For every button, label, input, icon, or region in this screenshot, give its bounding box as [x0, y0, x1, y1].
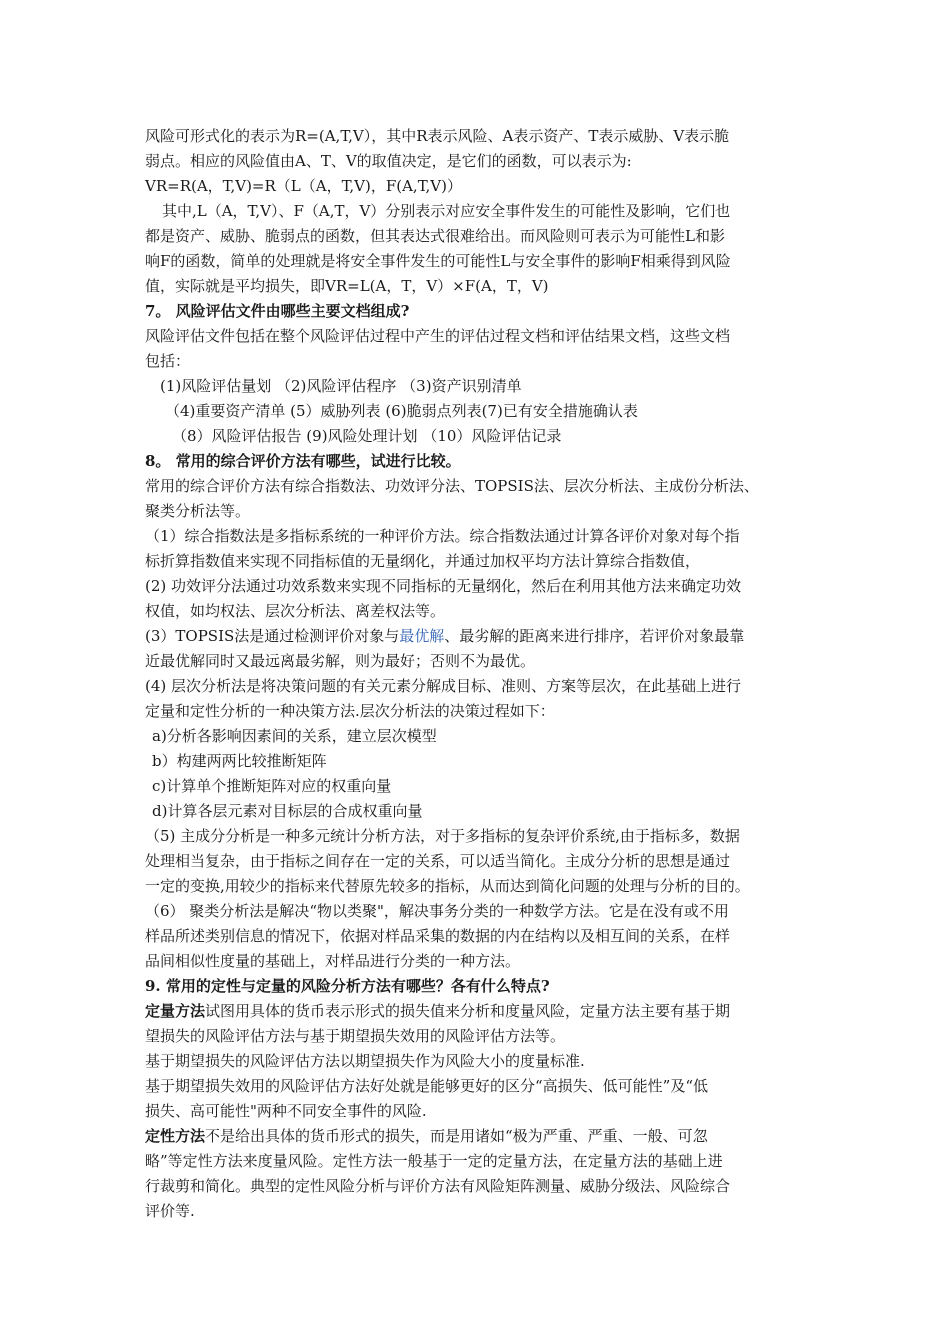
- text-line: 值，实际就是平均损失，即VR=L(A，T，V）×F(A，T，V): [145, 277, 549, 295]
- text-line: 望损失的风险评估方法与基于期望损失效用的风险评估方法等。: [145, 1027, 566, 1045]
- text-line: 响F的函数，简单的处理就是将安全事件发生的可能性L与安全事件的影响F相乘得到风险: [145, 252, 731, 270]
- term-label: 定量方法: [145, 1002, 206, 1020]
- text-line: 样品所述类别信息的情况下，依据对样品采集的数据的内在结构以及相互间的关系，在样: [145, 927, 731, 945]
- list-line: d)计算各层元素对目标层的合成权重向量: [152, 802, 423, 820]
- text-line: (2) 功效评分法通过功效系数来实现不同指标的无量纲化，然后在利用其他方法来确定功效: [145, 577, 742, 595]
- text-line: 风险可形式化的表示为R=(A,T,V），其中R表示风险、A表示资产、T表示威胁、V表示脆: [145, 127, 730, 145]
- text-line: 基于期望损失的风险评估方法以期望损失作为风险大小的度量标准.: [145, 1052, 585, 1070]
- text-line: 权值，如均权法、层次分析法、离差权法等。: [145, 602, 446, 620]
- text-line: （1）综合指数法是多指标系统的一种评价方法。综合指数法通过计算各评价对象对每个指: [145, 527, 740, 545]
- text-line: 行裁剪和简化。典型的定性风险分析与评价方法有风险矩阵测量、威胁分级法、风险综合: [145, 1177, 731, 1195]
- question-heading: 8。 常用的综合评价方法有哪些，试进行比较。: [145, 452, 461, 470]
- text-line: 损失、高可能性"两种不同安全事件的风险.: [145, 1102, 427, 1120]
- text-line: 评价等.: [145, 1202, 195, 1220]
- text-line: 其中,L（A，T,V）、F（A,T，V）分别表示对应安全事件发生的可能性及影响，它们也: [162, 202, 731, 220]
- text-line: 常用的综合评价方法有综合指数法、功效评分法、TOPSIS法、层次分析法、主成份分析法、: [145, 477, 759, 495]
- text-line: [145, 1001, 730, 1021]
- question-heading: 9. 常用的定性与定量的风险分析方法有哪些？各有什么特点?: [145, 977, 550, 995]
- text-line: 基于期望损失效用的风险评估方法好处就是能够更好的区分“高损失、低可能性”及“低: [145, 1077, 709, 1095]
- best-solution-link[interactable]: 最优解: [399, 627, 445, 645]
- text-line: 风险评估文件包括在整个风险评估过程中产生的评估过程文档和评估结果文档，这些文档: [145, 327, 731, 345]
- question-heading: 7。 风险评估文件由哪些主要文档组成?: [145, 302, 410, 320]
- list-line: （4)重要资产清单 (5）威胁列表 (6)脆弱点列表(7)已有安全措施确认表: [165, 402, 638, 420]
- text-line: 处理相当复杂，由于指标之间存在一定的关系，可以适当简化。主成分分析的思想是通过: [145, 852, 731, 870]
- text-line: 一定的变换,用较少的指标来代替原先较多的指标，从而达到简化问题的处理与分析的目的。: [145, 877, 750, 895]
- list-line: b）构建两两比较推断矩阵: [152, 752, 327, 770]
- formula-line: VR=R(A，T,V)=R（L（A，T,V)，F(A,T,V)）: [145, 177, 462, 195]
- text-line: 都是资产、威胁、脆弱点的函数，但其表达式很难给出。而风险则可表示为可能性L和影: [145, 227, 725, 245]
- text-line: 近最优解同时又最远离最劣解，则为最好；否则不为最优。: [145, 652, 536, 670]
- list-line: (1)风险评估量划 （2)风险评估程序 （3)资产识别清单: [160, 377, 522, 395]
- text-line: 略”等定性方法来度量风险。定性方法一般基于一定的定量方法，在定量方法的基础上进: [145, 1152, 723, 1170]
- list-line: c)计算单个推断矩阵对应的权重向量: [152, 777, 392, 795]
- text-line: （6） 聚类分析法是解决“物以类聚"，解决事务分类的一种数学方法。它是在没有或不用: [145, 902, 729, 920]
- text-line: 标折算指数值来实现不同指标值的无量纲化，并通过加权平均方法计算综合指数值，: [145, 552, 701, 570]
- text-segment: 试图用具体的货币表示形式的损失值来分析和度量风险，定量方法主要有基于期: [205, 1002, 731, 1020]
- text-line: 定量和定性分析的一种决策方法.层次分析法的决策过程如下：: [145, 702, 555, 720]
- text-line: [145, 626, 744, 646]
- text-line: [145, 1126, 708, 1146]
- text-line: (4) 层次分析法是将决策问题的有关元素分解成目标、准则、方案等层次，在此基础上进行: [145, 677, 742, 695]
- text-line: （5) 主成分分析是一种多元统计分析方法，对于多指标的复杂评价系统,由于指标多，数据: [145, 827, 740, 845]
- text-line: 包括：: [145, 352, 191, 370]
- text-line: 聚类分析法等。: [145, 502, 251, 520]
- text-line: 品间相似性度量的基础上，对样品进行分类的一种方法。: [145, 952, 521, 970]
- text-segment: (3）TOPSIS法是通过检测评价对象与: [145, 627, 400, 645]
- list-line: （8）风险评估报告 (9)风险处理计划 （10）风险评估记录: [172, 427, 562, 445]
- text-segment: 不是给出具体的货币形式的损失，而是用诸如“极为严重、严重、一般、可忽: [205, 1127, 708, 1145]
- list-line: a)分析各影响因素间的关系，建立层次模型: [152, 727, 437, 745]
- text-line: 弱点。相应的风险值由A、T、V的取值决定，是它们的函数，可以表示为:: [145, 152, 632, 170]
- text-segment: 、最劣解的距离来进行排序，若评价对象最靠: [444, 627, 745, 645]
- term-label: 定性方法: [145, 1127, 206, 1145]
